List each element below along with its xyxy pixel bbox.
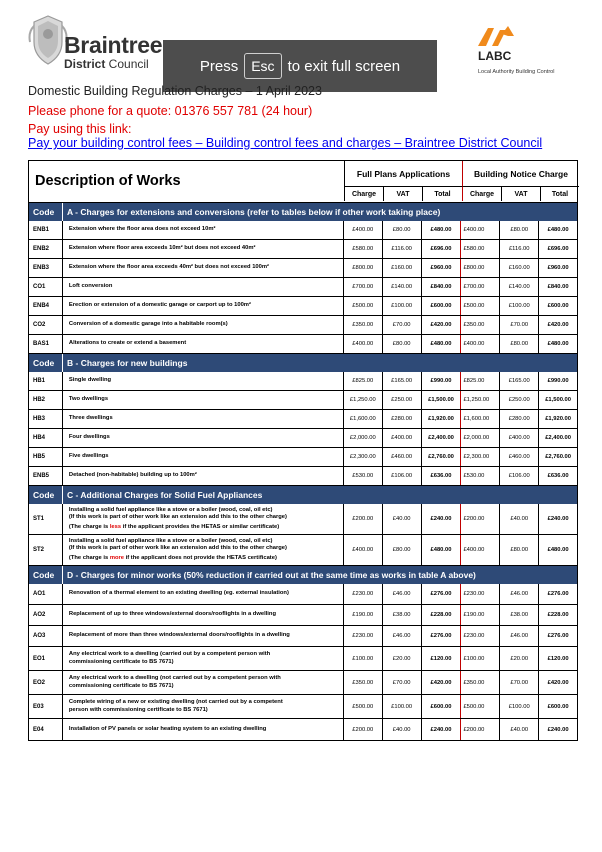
building-notice-vat: £100.00 [500,695,539,718]
description-line: Conversion of a domestic garage into a habitable room(s) [68,321,228,328]
table-row [29,448,577,467]
table-row [29,467,577,486]
building-notice-total: £420.00 [547,322,569,328]
description-line: Detached (non-habitable) building up to 100m² [68,472,197,479]
building-notice-total: £1,920.00 [545,416,571,422]
row-code: HB5 [29,448,63,466]
section-code-label: Code [29,354,63,372]
building-notice-charge: £230.00 [461,584,500,604]
full-plans-total: £1,500.00 [422,391,462,409]
building-notice-vat: £80.00 [500,221,539,239]
full-plans-vat: £160.00 [383,259,422,277]
row-description [63,695,344,718]
building-notice-total: £276.00 [547,633,569,639]
fp-total-heading: Total [423,187,463,201]
full-plans-total: £480.00 [422,335,462,353]
charge-note-post: if the applicant provides the HETAS or similar certificate) [121,523,280,530]
full-plans-heading: Full Plans Applications [345,161,463,187]
building-notice-total: £2,400.00 [545,435,571,441]
building-notice-vat: £140.00 [500,278,539,296]
row-code: AO1 [29,584,63,604]
description-line: Extension where the floor area exceeds 40m² but does not exceed 100m² [68,264,269,271]
charge-note-pre: (The charge is [68,523,110,530]
full-plans-vat: £40.00 [383,504,422,534]
labc-roof-icon [478,24,518,48]
phone-quote-text: Please phone for a quote: 01376 557 781 (24 hour) [28,104,313,118]
full-plans-charge: £825.00 [344,372,383,390]
row-code: AO3 [29,626,63,646]
full-plans-charge: £200.00 [344,719,383,740]
table-row [29,335,577,354]
table-header [29,161,577,203]
building-notice-vat: £100.00 [500,297,539,315]
building-notice-vat: £70.00 [500,671,539,694]
table-row [29,671,577,695]
table-row [29,647,577,671]
full-plans-charge: £1,600.00 [344,410,383,428]
row-description [63,410,344,428]
row-description [63,297,344,315]
building-notice-charge: £2,300.00 [461,448,500,466]
section-code-label: Code [29,566,63,584]
description-line: Any electrical work to a dwelling (not carried out by a competent person with [68,675,281,682]
full-plans-vat: £460.00 [383,448,422,466]
full-plans-total: £240.00 [422,504,462,534]
full-plans-total: £696.00 [422,240,462,258]
row-code: HB4 [29,429,63,447]
table-row [29,429,577,448]
full-plans-total: £2,760.00 [422,448,462,466]
charges-table [28,160,578,741]
building-notice-charge: £400.00 [461,535,500,565]
full-plans-total: £1,920.00 [422,410,462,428]
full-plans-charge: £350.00 [344,671,383,694]
building-notice-total: £1,500.00 [545,397,571,403]
building-notice-vat: £80.00 [500,335,539,353]
full-plans-total: £990.00 [422,372,462,390]
section-title: A - Charges for extensions and conversions (refer to tables below if other work taking place) [67,207,441,217]
table-row [29,278,577,297]
building-notice-charge: £100.00 [461,647,500,670]
description-line: Erection or extension of a domestic garage or carport up to 100m² [68,302,251,309]
building-notice-total: £228.00 [547,612,569,618]
building-notice-total: £240.00 [547,516,569,522]
building-notice-vat: £70.00 [500,316,539,334]
table-row [29,316,577,335]
building-notice-total: £120.00 [547,655,569,662]
building-notice-charge: £200.00 [461,719,500,740]
full-plans-vat: £20.00 [383,647,422,670]
full-plans-vat: £280.00 [383,410,422,428]
full-plans-charge: £500.00 [344,297,383,315]
building-notice-total: £636.00 [547,473,569,479]
charge-note-keyword: more [109,554,124,561]
building-notice-charge: £700.00 [461,278,500,296]
full-plans-charge: £190.00 [344,605,383,625]
building-notice-charge: £400.00 [461,221,500,239]
council-name-council: Council [105,57,149,71]
fullscreen-exit-text: to exit full screen [287,57,401,75]
building-notice-vat: £250.00 [500,391,539,409]
building-notice-vat: £40.00 [500,504,539,534]
row-code: EO1 [29,647,63,670]
row-code: ENB3 [29,259,63,277]
building-notice-vat: £280.00 [500,410,539,428]
section-code-label: Code [29,203,63,221]
full-plans-vat: £100.00 [383,297,422,315]
charge-note-pre: (The charge is [68,554,110,561]
full-plans-total: £600.00 [422,297,462,315]
building-notice-total: £2,760.00 [545,454,571,460]
table-row [29,695,577,719]
row-description [63,605,344,625]
description-line: Installing a solid fuel appliance like a stove or a boiler (wood, coal, oil etc) [68,507,273,514]
description-line: (If this work is part of other work like an extension add this to the other charge) [68,545,287,552]
full-plans-charge: £2,000.00 [344,429,383,447]
building-notice-total: £480.00 [547,341,569,347]
row-description [63,316,344,334]
full-plans-total: £480.00 [422,221,462,239]
description-line: Loft conversion [68,283,113,290]
full-plans-vat: £80.00 [383,221,422,239]
document-title: Domestic Building Regulation Charges – 1 April 2023 [28,84,322,98]
full-plans-total: £276.00 [422,584,462,604]
row-description [63,448,344,466]
row-description [63,278,344,296]
building-notice-total: £960.00 [547,265,569,271]
full-plans-vat: £40.00 [383,719,422,740]
description-line: Any electrical work to a dwelling (carried out by a competent person with [68,651,271,658]
row-code: BAS1 [29,335,63,353]
table-row [29,221,577,240]
building-notice-charge: £530.00 [461,467,500,485]
row-code: ENB4 [29,297,63,315]
building-notice-charge: £190.00 [461,605,500,625]
building-notice-vat: £38.00 [500,605,539,625]
full-plans-charge: £1,250.00 [344,391,383,409]
full-plans-charge: £700.00 [344,278,383,296]
building-notice-vat: £116.00 [500,240,539,258]
full-plans-charge: £100.00 [344,647,383,670]
description-line: Complete wiring of a new or existing dwelling (not carried out by a competent [68,699,283,706]
fp-charge-heading: Charge [345,187,384,201]
row-code: HB2 [29,391,63,409]
table-row [29,391,577,410]
building-notice-total: £480.00 [547,227,569,233]
building-notice-total: £840.00 [547,284,569,290]
description-line: person with commissioning certificate to BS 7671) [68,706,208,713]
row-code: ENB1 [29,221,63,239]
description-heading: Description of Works [29,161,345,201]
building-notice-total: £696.00 [547,246,569,252]
section-header [29,486,577,504]
building-notice-charge: £580.00 [461,240,500,258]
building-notice-charge: £400.00 [461,335,500,353]
fp-vat-heading: VAT [384,187,423,201]
row-code: HB1 [29,372,63,390]
full-plans-charge: £400.00 [344,535,383,565]
building-notice-vat: £40.00 [500,719,539,740]
table-row [29,372,577,391]
council-name-district: District [64,57,106,71]
full-plans-charge: £230.00 [344,584,383,604]
row-description [63,647,344,670]
full-plans-total: £120.00 [422,647,462,670]
building-notice-total: £990.00 [547,378,569,384]
full-plans-vat: £80.00 [383,535,422,565]
row-description [63,429,344,447]
row-description [63,535,344,565]
full-plans-charge: £350.00 [344,316,383,334]
full-plans-charge: £400.00 [344,221,383,239]
row-code: EO2 [29,671,63,694]
full-plans-total: £420.00 [422,316,462,334]
charge-note [69,555,277,562]
description-line: Installation of PV panels or solar heating system to an existing dwelling [68,725,267,732]
full-plans-vat: £38.00 [383,605,422,625]
building-notice-vat: £46.00 [500,584,539,604]
bn-vat-heading: VAT [502,187,541,201]
description-line: Extension where floor area exceeds 10m² but does not exceed 40m² [68,245,256,252]
full-plans-total: £636.00 [422,467,462,485]
building-notice-vat: £46.00 [500,626,539,646]
full-plans-vat: £46.00 [383,626,422,646]
pay-fees-link[interactable]: Pay your building control fees – Building control fees and charges – Braintree District Council [28,136,543,150]
table-row [29,240,577,259]
row-code: ENB2 [29,240,63,258]
row-description [63,671,344,694]
bn-charge-heading: Charge [463,187,502,201]
description-line: Two dwellings [68,396,109,403]
description-line: commissioning certificate to BS 7671) [68,658,174,665]
full-plans-vat: £46.00 [383,584,422,604]
section-header [29,354,577,372]
row-description [63,467,344,485]
full-plans-total: £276.00 [422,626,462,646]
council-name-line2 [64,57,149,71]
building-notice-charge: £500.00 [461,297,500,315]
building-notice-vat: £106.00 [500,467,539,485]
full-plans-total: £420.00 [422,671,462,694]
full-plans-vat: £116.00 [383,240,422,258]
building-notice-charge: £230.00 [461,626,500,646]
full-plans-total: £228.00 [422,605,462,625]
row-description [63,221,344,239]
building-notice-vat: £80.00 [500,535,539,565]
building-notice-charge: £500.00 [461,695,500,718]
row-description [63,259,344,277]
building-notice-charge: £200.00 [461,504,500,534]
fullscreen-esc-key: Esc [244,53,281,79]
full-plans-vat: £250.00 [383,391,422,409]
building-notice-charge: £800.00 [461,259,500,277]
crest-icon [28,12,68,68]
section-header [29,566,577,584]
description-line: (If this work is part of other work like an extension add this to the other charge) [68,514,287,521]
full-plans-vat: £106.00 [383,467,422,485]
full-plans-charge: £400.00 [344,335,383,353]
building-notice-heading: Building Notice Charge [463,161,579,187]
full-plans-total: £2,400.00 [422,429,462,447]
charge-note-keyword: less [109,523,122,530]
full-plans-charge: £530.00 [344,467,383,485]
pay-label: Pay using this link: [28,122,132,136]
row-code: ST1 [29,504,63,534]
charge-note-post: if the applicant does not provide the HETAS certificate) [124,554,277,561]
building-notice-vat: £20.00 [500,647,539,670]
description-line: commissioning certificate to BS 7671) [68,682,174,689]
full-plans-charge: £500.00 [344,695,383,718]
description-line: Three dwellings [68,415,113,422]
building-notice-vat: £460.00 [500,448,539,466]
row-code: CO2 [29,316,63,334]
building-notice-total: £420.00 [547,679,569,686]
full-plans-charge: £580.00 [344,240,383,258]
building-notice-charge: £825.00 [461,372,500,390]
full-plans-vat: £100.00 [383,695,422,718]
section-title: C - Additional Charges for Solid Fuel Appliances [67,490,263,500]
building-notice-total: £240.00 [547,726,569,733]
table-row [29,297,577,316]
building-notice-charge: £350.00 [461,671,500,694]
full-plans-vat: £80.00 [383,335,422,353]
full-plans-charge: £200.00 [344,504,383,534]
building-notice-charge: £350.00 [461,316,500,334]
row-description [63,626,344,646]
full-plans-charge: £800.00 [344,259,383,277]
fullscreen-press-text: Press [199,57,239,75]
description-line: Renovation of a thermal element to an existing dwelling (eg. external insulation) [68,590,289,597]
council-logo [28,10,178,74]
full-plans-vat: £70.00 [383,316,422,334]
building-notice-vat: £400.00 [500,429,539,447]
row-code: AO2 [29,605,63,625]
charge-note [69,524,279,531]
row-description [63,504,344,534]
building-notice-vat: £160.00 [500,259,539,277]
building-notice-charge: £1,600.00 [461,410,500,428]
description-line: Replacement of up to three windows/external doors/rooflights in a dwelling [68,611,276,618]
full-plans-vat: £70.00 [383,671,422,694]
table-row [29,584,577,605]
full-plans-vat: £400.00 [383,429,422,447]
full-plans-total: £600.00 [422,695,462,718]
row-description [63,240,344,258]
full-plans-total: £960.00 [422,259,462,277]
table-body [29,203,577,740]
section-code-label: Code [29,486,63,504]
table-row [29,410,577,429]
labc-subtitle: Local Authority Building Control [478,69,555,75]
labc-logo-text: LABC [478,49,512,63]
full-plans-vat: £140.00 [383,278,422,296]
table-row [29,605,577,626]
row-code: HB3 [29,410,63,428]
description-line: Alterations to create or extend a basement [68,340,187,347]
section-title: D - Charges for minor works (50% reduction if carried out at the same time as works in table A above) [67,570,476,580]
section-title: B - Charges for new buildings [67,358,188,368]
full-plans-total: £240.00 [422,719,462,740]
table-row [29,259,577,278]
table-row [29,626,577,647]
table-row [29,719,577,740]
row-description [63,391,344,409]
description-line: Five dwellings [68,453,109,460]
building-notice-total: £600.00 [547,303,569,309]
full-plans-charge: £2,300.00 [344,448,383,466]
labc-logo [478,24,588,80]
building-notice-vat: £165.00 [500,372,539,390]
council-name-line1: Braintree [64,32,163,58]
table-row [29,504,577,535]
description-line: Single dwelling [68,377,112,384]
description-line: Replacement of more than three windows/external doors/rooflights in a dwelling [68,632,290,639]
building-notice-charge: £2,000.00 [461,429,500,447]
building-notice-total: £480.00 [547,547,569,553]
row-code: E04 [29,719,63,740]
description-line: Extension where the floor area does not exceed 10m² [68,226,216,233]
full-plans-vat: £165.00 [383,372,422,390]
description-line: Four dwellings [68,434,110,441]
description-line: Installing a solid fuel appliance like a stove or a boiler (wood, coal, oil etc) [68,538,273,545]
row-description [63,372,344,390]
row-description [63,719,344,740]
building-notice-total: £276.00 [547,591,569,597]
building-notice-total: £600.00 [547,703,569,710]
building-notice-charge: £1,250.00 [461,391,500,409]
section-header [29,203,577,221]
row-code: CO1 [29,278,63,296]
row-code: ENB5 [29,467,63,485]
row-description [63,584,344,604]
bn-total-heading: Total [551,190,569,198]
row-description [63,335,344,353]
row-code: ST2 [29,535,63,565]
full-plans-total: £840.00 [422,278,462,296]
row-code: E03 [29,695,63,718]
full-plans-charge: £230.00 [344,626,383,646]
full-plans-total: £480.00 [422,535,462,565]
table-row [29,535,577,566]
